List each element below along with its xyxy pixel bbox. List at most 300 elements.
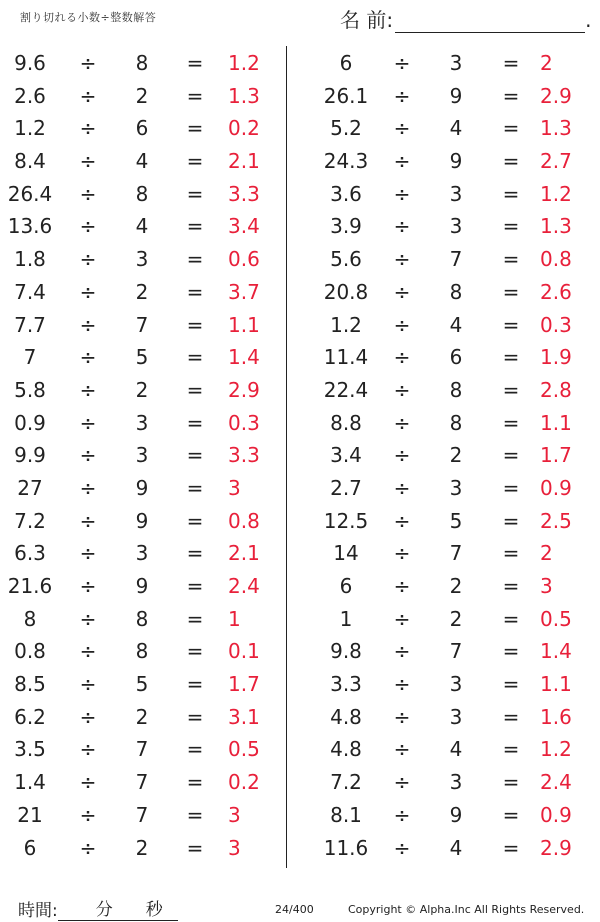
divisor: 2: [135, 83, 149, 108]
divide-sign: ÷: [79, 214, 97, 239]
problem-row: [0, 571, 285, 604]
equals-sign: =: [502, 574, 520, 598]
dividend: 4.8: [330, 737, 362, 762]
divide-sign: ÷: [79, 802, 97, 827]
answer: 3: [228, 802, 241, 827]
divide-sign: ÷: [79, 639, 97, 664]
answer: 2.1: [228, 541, 260, 566]
divide-sign: ÷: [393, 802, 411, 827]
answer: 3.7: [228, 279, 260, 304]
dividend: 26.1: [323, 83, 369, 108]
answer: 0.8: [228, 508, 260, 533]
divide-sign: ÷: [79, 541, 97, 566]
answer: 0.3: [228, 410, 260, 435]
equals-sign: =: [186, 770, 204, 795]
equals-sign: =: [502, 410, 520, 435]
divide-sign: ÷: [79, 377, 97, 402]
minutes-label: 分: [95, 900, 113, 920]
equals-sign: =: [502, 606, 520, 631]
problem-row: [0, 211, 285, 244]
answer: 3.3: [228, 181, 260, 206]
answer: 1.2: [540, 181, 572, 206]
dividend: 14: [333, 541, 359, 566]
divide-sign: ÷: [79, 835, 97, 860]
divide-sign: ÷: [393, 737, 411, 762]
divide-sign: ÷: [393, 574, 411, 598]
equals-sign: =: [502, 247, 520, 272]
divisor: 7: [135, 770, 149, 795]
dividend: 3.6: [330, 181, 362, 206]
answer: 0.2: [228, 116, 260, 141]
dividend: 1.2: [14, 116, 46, 141]
equals-sign: =: [502, 672, 520, 697]
divide-sign: ÷: [393, 83, 411, 108]
divisor: 5: [449, 508, 463, 533]
answer: 0.3: [540, 312, 572, 337]
problem-row: [0, 113, 285, 146]
divide-sign: ÷: [393, 279, 411, 304]
divide-sign: ÷: [79, 345, 97, 370]
problem-row: [300, 48, 600, 81]
divide-sign: ÷: [79, 770, 97, 795]
problem-row: [300, 375, 600, 408]
divide-sign: ÷: [393, 475, 411, 500]
problem-row: [300, 113, 600, 146]
divide-sign: ÷: [79, 475, 97, 500]
divisor: 3: [135, 410, 149, 435]
divisor: 3: [449, 214, 463, 239]
divide-sign: ÷: [393, 377, 411, 402]
divide-sign: ÷: [393, 181, 411, 206]
divisor: 4: [135, 149, 149, 174]
dividend: 6.3: [14, 541, 46, 566]
divide-sign: ÷: [393, 835, 411, 860]
divisor: 5: [135, 345, 149, 370]
answer: 1.3: [228, 83, 260, 108]
equals-sign: =: [186, 606, 204, 631]
dividend: 3.3: [330, 672, 362, 697]
dividend: 22.4: [323, 377, 369, 402]
divisor: 6: [449, 345, 463, 370]
answer: 2.4: [540, 770, 572, 795]
equals-sign: =: [186, 802, 204, 827]
problem-row: [0, 81, 285, 114]
divide-sign: ÷: [79, 116, 97, 141]
divide-sign: ÷: [79, 443, 97, 468]
equals-sign: =: [502, 737, 520, 762]
equals-sign: =: [186, 672, 204, 697]
name-field: [340, 4, 591, 33]
divide-sign: ÷: [79, 508, 97, 533]
worksheet-title: 割り切れる小数÷整数解答: [20, 11, 157, 24]
equals-sign: =: [186, 149, 204, 174]
dividend: 11.6: [323, 835, 369, 860]
dividend: 21: [17, 802, 43, 827]
answer: 1.1: [540, 672, 572, 697]
dividend: 3.9: [330, 214, 362, 239]
divide-sign: ÷: [393, 443, 411, 468]
problem-row: [300, 81, 600, 114]
divide-sign: ÷: [393, 672, 411, 697]
divide-sign: ÷: [79, 672, 97, 697]
equals-sign: =: [186, 312, 204, 337]
column-divider: [286, 46, 287, 868]
answer: 1.1: [540, 410, 572, 435]
dividend: 6: [23, 835, 37, 860]
dividend: 8.5: [14, 672, 46, 697]
problem-row: [300, 669, 600, 702]
dividend: 12.5: [323, 508, 369, 533]
problem-row: [0, 146, 285, 179]
answer: 2: [540, 541, 553, 566]
equals-sign: =: [502, 835, 520, 860]
dividend: 1: [339, 606, 353, 631]
equals-sign: =: [502, 345, 520, 370]
equals-sign: =: [186, 377, 204, 402]
answer: 2.7: [540, 149, 572, 174]
dividend: 2.7: [330, 475, 362, 500]
dividend: 5.6: [330, 247, 362, 272]
dividend: 8.4: [14, 149, 46, 174]
dividend: 7.2: [330, 770, 362, 795]
divisor: 9: [135, 508, 149, 533]
name-blank-line[interactable]: [395, 12, 585, 33]
answer: 0.1: [228, 639, 260, 664]
problem-row: [300, 636, 600, 669]
problem-row: [0, 310, 285, 343]
dividend: 5.2: [330, 116, 362, 141]
dividend: 7.7: [14, 312, 46, 337]
divide-sign: ÷: [79, 83, 97, 108]
equals-sign: =: [186, 835, 204, 860]
divisor: 3: [449, 672, 463, 697]
divisor: 2: [135, 704, 149, 729]
dividend: 1.4: [14, 770, 46, 795]
dividend: 3.5: [14, 737, 46, 762]
dividend: 7.2: [14, 508, 46, 533]
problem-row: [0, 538, 285, 571]
answer: 1.3: [540, 214, 572, 239]
divide-sign: ÷: [79, 149, 97, 174]
divide-sign: ÷: [393, 770, 411, 795]
answer: 2.8: [540, 377, 572, 402]
problem-row: [0, 604, 285, 637]
equals-sign: =: [502, 181, 520, 206]
divisor: 9: [135, 574, 149, 598]
divide-sign: ÷: [79, 312, 97, 337]
equals-sign: =: [502, 704, 520, 729]
equals-sign: =: [186, 83, 204, 108]
problem-row: [0, 734, 285, 767]
equals-sign: =: [186, 475, 204, 500]
answer: 1.7: [228, 672, 260, 697]
dividend: 27: [17, 475, 43, 500]
problem-row: [300, 211, 600, 244]
divide-sign: ÷: [393, 639, 411, 664]
divisor: 2: [135, 279, 149, 304]
dividend: 7.4: [14, 279, 46, 304]
equals-sign: =: [186, 181, 204, 206]
divisor: 7: [135, 802, 149, 827]
answer: 2.9: [540, 835, 572, 860]
divisor: 3: [449, 770, 463, 795]
equals-sign: =: [502, 639, 520, 664]
problem-row: [0, 244, 285, 277]
dividend: 1.2: [330, 312, 362, 337]
divide-sign: ÷: [393, 508, 411, 533]
divisor: 2: [449, 574, 463, 598]
divisor: 4: [449, 312, 463, 337]
answer: 2.6: [540, 279, 572, 304]
equals-sign: =: [186, 116, 204, 141]
problem-row: [300, 440, 600, 473]
divide-sign: ÷: [79, 606, 97, 631]
dividend: 8: [23, 606, 37, 631]
dividend: 4.8: [330, 704, 362, 729]
divisor: 4: [449, 737, 463, 762]
equals-sign: =: [502, 214, 520, 239]
divisor: 8: [449, 279, 463, 304]
name-dot: .: [585, 8, 592, 32]
answer: 1.1: [228, 312, 260, 337]
dividend: 21.6: [7, 574, 53, 598]
divisor: 7: [449, 247, 463, 272]
answer: 0.2: [228, 770, 260, 795]
equals-sign: =: [502, 508, 520, 533]
divisor: 3: [135, 541, 149, 566]
answer: 3: [228, 475, 241, 500]
answer: 1.4: [540, 639, 572, 664]
problem-row: [300, 146, 600, 179]
dividend: 8.8: [330, 410, 362, 435]
problem-row: [300, 767, 600, 800]
equals-sign: =: [186, 639, 204, 664]
divide-sign: ÷: [393, 51, 411, 75]
time-blank[interactable]: [58, 902, 178, 921]
equals-sign: =: [186, 214, 204, 239]
equals-sign: =: [186, 345, 204, 370]
divisor: 7: [135, 312, 149, 337]
answer: 2.9: [228, 377, 260, 402]
dividend: 6: [339, 51, 353, 75]
dividend: 2.6: [14, 83, 46, 108]
problem-row: [300, 571, 600, 604]
equals-sign: =: [502, 802, 520, 827]
divisor: 8: [135, 606, 149, 631]
equals-sign: =: [186, 443, 204, 468]
equals-sign: =: [186, 508, 204, 533]
dividend: 11.4: [323, 345, 369, 370]
equals-sign: =: [502, 279, 520, 304]
answer: 1.9: [540, 345, 572, 370]
equals-sign: =: [186, 247, 204, 272]
problem-row: [300, 604, 600, 637]
problem-row: [0, 669, 285, 702]
divide-sign: ÷: [79, 247, 97, 272]
problem-row: [0, 800, 285, 833]
answer: 2.9: [540, 83, 572, 108]
divisor: 8: [135, 181, 149, 206]
answer: 3.1: [228, 704, 260, 729]
dividend: 5.8: [14, 377, 46, 402]
answer: 1.2: [228, 51, 260, 75]
problem-row: [0, 702, 285, 735]
problem-row: [0, 833, 285, 866]
problem-column-right: [300, 48, 600, 865]
equals-sign: =: [186, 410, 204, 435]
dividend: 3.4: [330, 443, 362, 468]
divisor: 7: [449, 639, 463, 664]
problem-row: [300, 506, 600, 539]
divisor: 3: [449, 51, 463, 75]
divisor: 3: [135, 247, 149, 272]
dividend: 9.8: [330, 639, 362, 664]
equals-sign: =: [186, 51, 204, 75]
answer: 3.4: [228, 214, 260, 239]
answer: 1.4: [228, 345, 260, 370]
divisor: 2: [135, 835, 149, 860]
answer: 2: [540, 51, 553, 75]
problem-row: [300, 408, 600, 441]
divide-sign: ÷: [79, 410, 97, 435]
problem-row: [0, 767, 285, 800]
answer: 3: [228, 835, 241, 860]
problem-row: [300, 734, 600, 767]
answer: 1.7: [540, 443, 572, 468]
problem-row: [0, 179, 285, 212]
divisor: 2: [449, 443, 463, 468]
answer: 2.4: [228, 574, 260, 598]
answer: 3: [540, 574, 553, 598]
dividend: 9.9: [14, 443, 46, 468]
problem-row: [300, 473, 600, 506]
answer: 2.1: [228, 149, 260, 174]
dividend: 0.9: [14, 410, 46, 435]
divide-sign: ÷: [79, 51, 97, 75]
equals-sign: =: [502, 770, 520, 795]
equals-sign: =: [186, 574, 204, 598]
answer: 1.2: [540, 737, 572, 762]
equals-sign: =: [502, 51, 520, 75]
problem-row: [0, 506, 285, 539]
divide-sign: ÷: [393, 606, 411, 631]
divide-sign: ÷: [393, 541, 411, 566]
answer: 2.5: [540, 508, 572, 533]
divisor: 9: [449, 83, 463, 108]
problem-row: [300, 342, 600, 375]
seconds-label: 秒: [145, 900, 163, 920]
divide-sign: ÷: [79, 737, 97, 762]
divisor: 9: [449, 149, 463, 174]
divisor: 2: [449, 606, 463, 631]
equals-sign: =: [502, 116, 520, 141]
divisor: 9: [135, 475, 149, 500]
answer: 0.5: [228, 737, 260, 762]
problem-row: [300, 833, 600, 866]
dividend: 6: [339, 574, 353, 598]
problem-row: [300, 538, 600, 571]
problem-row: [0, 342, 285, 375]
equals-sign: =: [502, 475, 520, 500]
dividend: 7: [23, 345, 37, 370]
time-field: [18, 896, 178, 921]
divide-sign: ÷: [79, 279, 97, 304]
dividend: 9.6: [14, 51, 46, 75]
problem-row: [0, 636, 285, 669]
equals-sign: =: [502, 377, 520, 402]
dividend: 26.4: [7, 181, 53, 206]
name-label: 名 前:: [340, 8, 394, 32]
dividend: 1.8: [14, 247, 46, 272]
equals-sign: =: [186, 541, 204, 566]
problem-row: [0, 473, 285, 506]
divide-sign: ÷: [79, 181, 97, 206]
problem-row: [0, 408, 285, 441]
answer: 1.6: [540, 704, 572, 729]
divisor: 9: [449, 802, 463, 827]
divide-sign: ÷: [393, 704, 411, 729]
dividend: 0.8: [14, 639, 46, 664]
divisor: 3: [449, 704, 463, 729]
problem-row: [0, 440, 285, 473]
problem-row: [300, 800, 600, 833]
time-label: 時間:: [18, 901, 58, 921]
problem-row: [300, 244, 600, 277]
problem-row: [0, 277, 285, 310]
divide-sign: ÷: [393, 312, 411, 337]
dividend: 6.2: [14, 704, 46, 729]
answer: 0.8: [540, 247, 572, 272]
problem-row: [0, 48, 285, 81]
divide-sign: ÷: [393, 247, 411, 272]
divide-sign: ÷: [393, 116, 411, 141]
divisor: 4: [135, 214, 149, 239]
equals-sign: =: [186, 737, 204, 762]
copyright-notice: Copyright © Alpha.Inc All Rights Reserved.: [348, 903, 585, 916]
answer: 0.6: [228, 247, 260, 272]
problem-row: [300, 277, 600, 310]
answer: 0.5: [540, 606, 572, 631]
answer: 0.9: [540, 475, 572, 500]
divisor: 8: [449, 377, 463, 402]
problem-column-left: [0, 48, 285, 865]
divisor: 8: [135, 51, 149, 75]
equals-sign: =: [502, 149, 520, 174]
divisor: 2: [135, 377, 149, 402]
divisor: 3: [449, 475, 463, 500]
divisor: 3: [449, 181, 463, 206]
divide-sign: ÷: [393, 149, 411, 174]
equals-sign: =: [502, 443, 520, 468]
problem-row: [300, 179, 600, 212]
problem-row: [300, 702, 600, 735]
dividend: 13.6: [7, 214, 53, 239]
divisor: 7: [135, 737, 149, 762]
divide-sign: ÷: [393, 345, 411, 370]
divisor: 6: [135, 116, 149, 141]
equals-sign: =: [186, 279, 204, 304]
answer: 1.3: [540, 116, 572, 141]
divide-sign: ÷: [79, 704, 97, 729]
dividend: 20.8: [323, 279, 369, 304]
divisor: 3: [135, 443, 149, 468]
answer: 1: [228, 606, 241, 631]
equals-sign: =: [186, 704, 204, 729]
divisor: 8: [135, 639, 149, 664]
divide-sign: ÷: [393, 214, 411, 239]
divisor: 8: [449, 410, 463, 435]
equals-sign: =: [502, 83, 520, 108]
